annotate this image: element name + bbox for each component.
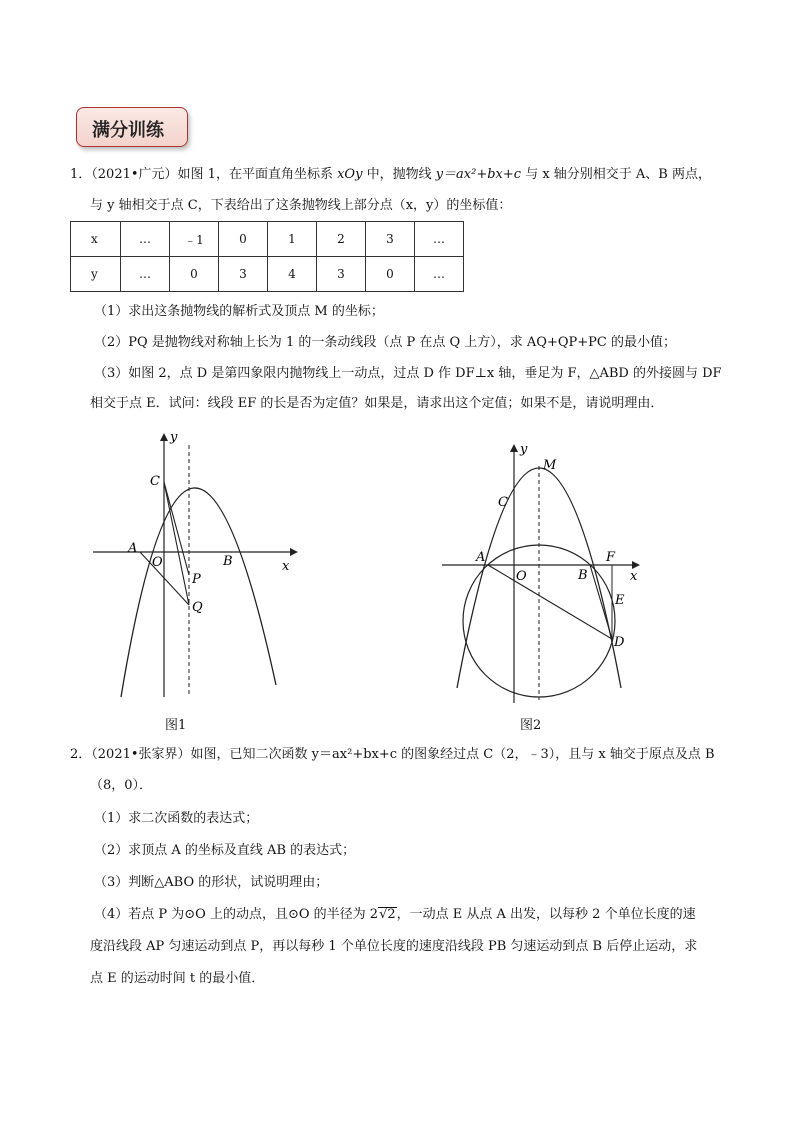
q2-line1 xyxy=(70,745,715,765)
q1-value-table xyxy=(70,221,464,292)
table-row-y xyxy=(71,257,464,292)
q2-part1: （1）求二次函数的表达式； xyxy=(94,811,259,826)
q1-text-c: 与 x 轴分别相交于 A、B 两点， xyxy=(521,167,711,182)
label-f: F xyxy=(606,550,616,565)
label-a: A xyxy=(128,541,138,556)
table-cell: 4 xyxy=(268,257,317,292)
label-q: Q xyxy=(192,600,203,615)
table-cell: 0 xyxy=(170,257,219,292)
q1-text-a: 如图 1，在平面直角坐标系 xyxy=(177,167,338,182)
table-cell: … xyxy=(121,257,170,292)
table-cell: … xyxy=(121,222,170,257)
q2-part4-b: ，一动点 E 从点 A 出发，以每秒 2 个单位长度的速 xyxy=(396,907,696,922)
q1-number: 1． xyxy=(70,167,92,182)
table-row-x xyxy=(71,222,464,257)
q1-figure-2 xyxy=(440,438,650,708)
label-x: x xyxy=(630,569,638,584)
q2-part4-line2: 度沿线段 AP 匀速运动到点 P，再以每秒 1 个单位长度的速度沿线段 PB 匀速运动到点 B 后停止运动，求 xyxy=(90,939,698,954)
q1-line2: 与 y 轴相交于点 C，下表给出了这条抛物线上部分点（x，y）的坐标值： xyxy=(90,198,512,213)
y-axis-arrow xyxy=(160,433,168,441)
q2-part2: （2）求顶点 A 的坐标及直线 AB 的表达式； xyxy=(94,843,356,858)
x-axis-arrow xyxy=(632,561,640,569)
q1-part1: （1）求出这条抛物线的解析式及顶点 M 的坐标； xyxy=(94,304,384,319)
q2-line2: （8，0）． xyxy=(90,778,153,793)
y-axis-arrow xyxy=(510,444,518,452)
label-y: y xyxy=(170,430,178,445)
label-o: O xyxy=(152,555,163,570)
label-y: y xyxy=(520,442,528,457)
segment-cp xyxy=(164,482,189,575)
q1-line1 xyxy=(70,165,711,185)
table-cell: 3 xyxy=(219,257,268,292)
table-cell: x xyxy=(71,222,121,257)
q2-text-a: 如图，已知二次函数 y＝ax²+bx+c 的图象经过点 C（2，﹣3），且与 x 轴交于原点及点 B xyxy=(190,747,715,762)
parabola xyxy=(121,488,276,697)
label-b: B xyxy=(578,568,588,583)
label-c: C xyxy=(498,495,508,510)
table-cell: y xyxy=(71,257,121,292)
label-d: D xyxy=(614,635,625,650)
q2-part3: （3）判断△ABO 的形状，试说明理由； xyxy=(94,875,329,890)
table-cell: 0 xyxy=(366,257,415,292)
label-b: B xyxy=(223,554,233,569)
table-cell: … xyxy=(415,222,464,257)
q2-part4-sqrt: 2 xyxy=(387,907,396,922)
q2-part4-line1 xyxy=(94,905,696,925)
q1-equation: y＝ax²+bx+c xyxy=(435,167,522,182)
table-cell: 1 xyxy=(268,222,317,257)
section-title: 满分训练 xyxy=(92,120,164,141)
sqrt-symbol: √2 xyxy=(379,907,396,922)
x-axis-arrow xyxy=(290,548,298,556)
label-m: M xyxy=(543,458,557,473)
q2-part4-a: （4）若点 P 为⊙O 上的动点，且⊙O 的半径为 2 xyxy=(94,907,379,922)
label-o: O xyxy=(516,569,527,584)
q2-number: 2． xyxy=(70,747,92,762)
table-cell: 0 xyxy=(219,222,268,257)
q1-text-b: 中，抛物线 xyxy=(362,167,436,182)
label-c: C xyxy=(150,474,160,489)
label-p: P xyxy=(192,572,201,587)
q2-part4-line3: 点 E 的运动时间 t 的最小值． xyxy=(90,971,265,986)
label-a: A xyxy=(476,550,486,565)
q1-figure-1-caption: 图1 xyxy=(165,718,187,733)
table-cell: ﹣1 xyxy=(170,222,219,257)
label-e: E xyxy=(615,593,625,608)
label-x: x xyxy=(282,559,290,574)
table-cell: 2 xyxy=(317,222,366,257)
section-badge xyxy=(76,107,188,147)
q1-figure-1 xyxy=(88,425,308,710)
table-cell: 3 xyxy=(366,222,415,257)
q1-coord-sys: xOy xyxy=(337,167,363,182)
q1-figure-2-caption: 图2 xyxy=(520,718,542,733)
table-cell: 3 xyxy=(317,257,366,292)
q1-part3-a: （3）如图 2，点 D 是第四象限内抛物线上一动点，过点 D 作 DF⊥x 轴，垂足为 F，△ABD 的外接圆与 DF xyxy=(94,366,722,381)
q1-source: （2021•广元） xyxy=(91,167,178,182)
q2-source: （2021•张家界） xyxy=(91,747,191,762)
q1-part3-b: 相交于点 E．试问：线段 EF 的长是否为定值？如果是，请求出这个定值；如果不是，请说明理由． xyxy=(90,396,664,411)
q1-part2: （2）PQ 是抛物线对称轴上长为 1 的一条动线段（点 P 在点 Q 上方），求 AQ+QP+PC 的最小值； xyxy=(94,335,676,350)
table-cell: … xyxy=(415,257,464,292)
